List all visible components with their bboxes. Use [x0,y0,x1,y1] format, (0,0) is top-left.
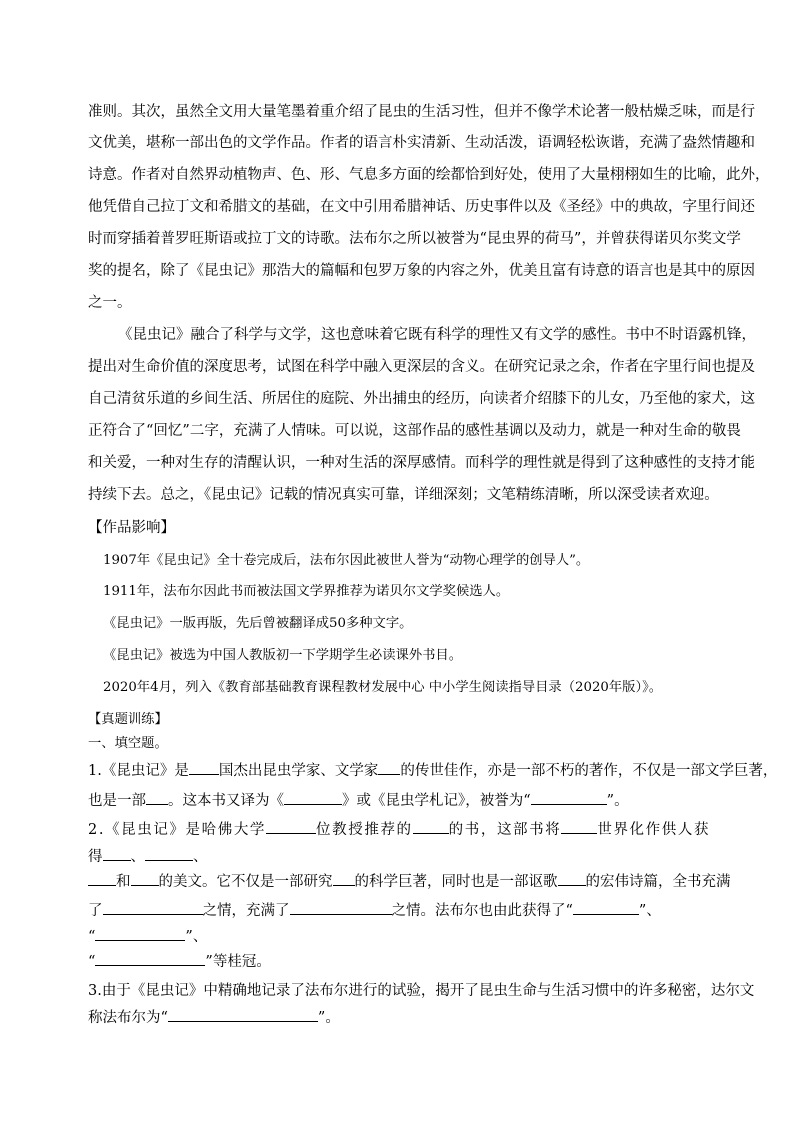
q2-text: “ [88,929,96,945]
q2-text: 之情，充满了 [202,903,290,919]
blank-field[interactable] [531,791,607,805]
blank-field[interactable] [168,1008,318,1022]
q2-text: 得 [88,849,103,865]
q3-text: 称法布尔为“ [88,1010,168,1026]
intro-line: 奖的提名，除了《昆虫记》那浩大的篇幅和包罗万象的内容之外，优美且富有诗意的语言也是其中的原因 [88,263,755,279]
q2-text: 和 [116,874,131,890]
science-line: 持续下去。总之，《昆虫记》记载的情况真实可靠，详细深刻；文笔精练清晰，所以深受读者欢迎。 [88,487,719,503]
q2-text: 、 [193,849,208,865]
q2-text: 了 [88,903,103,919]
influence-item: 《昆虫记》被选为中国人教版初一下学期学生必读课外书目。 [103,648,463,663]
q2-text: 、 [130,849,145,865]
blank-field[interactable] [95,952,205,966]
intro-line: 准则。其次，虽然全文用大量笔墨着重介绍了昆虫的生活习性，但并不像学术论著一般枯燥乏味，而是行 [88,104,755,120]
question-2-line-4 [88,899,661,920]
blank-field[interactable] [266,820,316,834]
q1-text: 的传世佳作，亦是一部不朽的著作，不仅是一部文学巨著， [400,763,778,779]
q3-text: ”。 [317,1010,340,1026]
blank-field[interactable] [413,820,449,834]
influence-item: 《昆虫记》一版再版，先后曾被翻译成50多种文字。 [103,616,413,631]
q2-text: 世界化作供人获 [597,822,711,838]
blank-field[interactable] [378,761,400,775]
question-1-line-1 [88,759,777,780]
blank-field[interactable] [146,791,168,805]
blank-field[interactable] [558,872,586,886]
blank-field[interactable] [290,901,392,915]
question-2-line-5 [88,925,207,946]
q2-text: 的宏伟诗篇，全书充满 [585,874,731,890]
blank-field[interactable] [95,927,185,941]
q2-text: “ [88,954,96,970]
q2-text: ”、 [185,929,208,945]
influence-item: 1907年《昆虫记》全十卷完成后，法布尔因此被世人誉为“动物心理学的创导人”。 [103,553,590,568]
question-2-line-1 [88,818,710,839]
question-3-line-2 [88,1006,340,1027]
q1-text: 1.《昆虫记》是 [88,763,189,779]
q1-text: 。这本书又译为《 [168,793,284,809]
intro-line: 诗意。作者对自然界动植物声、色、形、气息多方面的绘都恰到好处，使用了大量栩栩如生的比喻，此外， [88,167,770,183]
science-line: 正符合了“回忆”二字，充满了人情味。可以说，这部作品的感性基调以及动力，就是一种对生命的敬畏 [88,423,741,439]
question-2-line-6 [88,950,271,971]
science-line: 《昆虫记》融合了科学与文学，这也意味着它既有科学的理性又有文学的感性。书中不时语露机锋， [118,327,756,343]
q2-text: ”、 [638,903,661,919]
influence-item: 2020年4月，列入《教育部基础教育课程教材发展中心 中小学生阅读指导目录（2020年版）》。 [103,680,663,695]
intro-line: 时而穿插着普罗旺斯语或拉丁文的诗歌。法布尔之所以被誉为“昆虫界的荷马”，并曾获得诺贝尔奖文学 [88,231,741,247]
intro-line: 他凭借自己拉丁文和希腊文的基础，在文中引用希腊神话、历史事件以及《圣经》中的典故，字里行间还 [88,199,755,215]
q1-text: 》或《昆虫学札记》，被誉为“ [342,793,531,809]
q2-text: 2.《昆虫记》是哈佛大学 [88,822,267,838]
blank-field[interactable] [284,791,342,805]
science-line: 和关爱，一种对生存的清醒认识，一种对生活的深厚感情。而科学的理性就是得到了这种感性的支持才能 [88,455,755,471]
blank-field[interactable] [103,847,131,861]
blank-field[interactable] [88,872,116,886]
blank-field[interactable] [573,901,639,915]
question-1-line-2 [88,789,629,810]
intro-line: 之一。 [88,295,132,311]
q2-text: ”等桂冠。 [205,954,271,970]
section-title: 一、填空题。 [88,736,168,751]
exercise-heading: 【真题训练】 [88,712,168,727]
q1-text: 国杰出昆虫学家、文学家 [218,763,379,779]
science-line: 提出对生命价值的深度思考，试图在科学中融入更深层的含义。在研究记录之余，作者在字里行间也提及 [88,359,755,375]
question-2-line-2 [88,845,208,866]
q2-text: 之情。法布尔也由此获得了“ [391,903,573,919]
intro-line: 文优美，堪称一部出色的文学作品。作者的语言朴实清新、生动活泼，语调轻松诙谐，充满了盎然情趣和 [88,135,755,151]
blank-field[interactable] [561,820,597,834]
q1-text: 也是一部 [88,793,146,809]
science-line: 自己清贫乐道的乡间生活、所居住的庭院、外出捕虫的经历，向读者介绍膝下的儿女，乃至他的家犬，这 [88,391,755,407]
blank-field[interactable] [333,872,355,886]
q2-text: 位教授推荐的 [316,822,413,838]
q2-text: 的书，这部书将 [448,822,562,838]
q1-text: ”。 [606,793,629,809]
blank-field[interactable] [103,901,203,915]
q2-text: 的美文。它不仅是一部研究 [158,874,333,890]
q2-text: 的科学巨著，同时也是一部讴歌 [354,874,558,890]
blank-field[interactable] [145,847,193,861]
influence-heading: 【作品影响】 [88,520,175,536]
question-2-line-3 [88,870,731,891]
blank-field[interactable] [189,761,219,775]
question-3-line-1: 3.由于《昆虫记》中精确地记录了法布尔进行的试验，揭开了昆虫生命与生活习惯中的许多秘密，达尔文 [88,983,755,999]
influence-item: 1911年，法布尔因此书而被法国文学界推荐为诺贝尔文学奖候选人。 [103,584,510,599]
blank-field[interactable] [131,872,159,886]
